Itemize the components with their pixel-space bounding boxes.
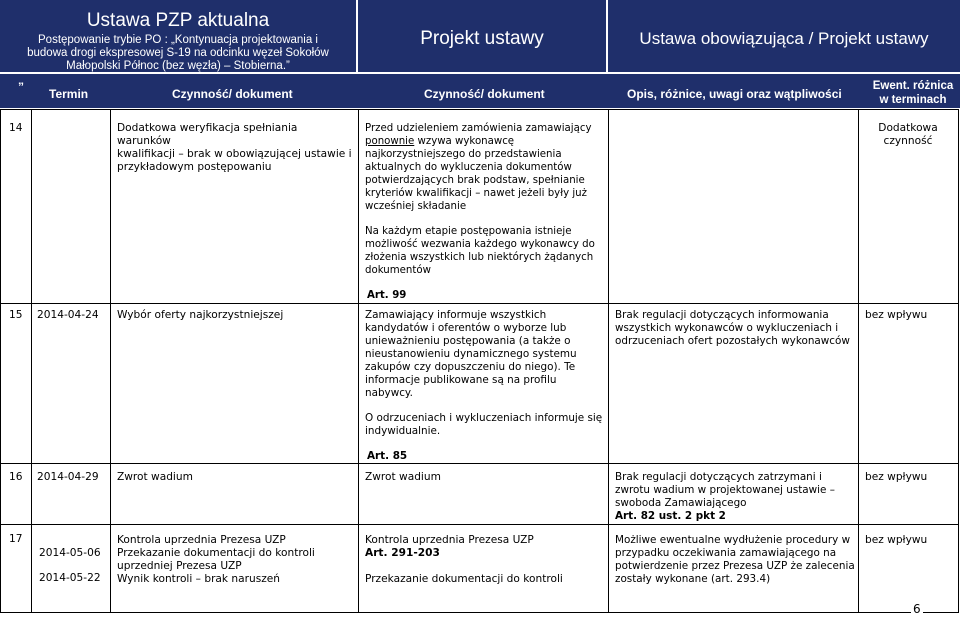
row17-opis-line4: zostały wykonane (art. 293.4) (615, 573, 771, 585)
row14-czynnosc-line3: przykładowym postępowaniu (117, 161, 272, 173)
row14-czynnosc-line2: kwalifikacji – brak w obowiązującej ustawie i (117, 148, 352, 160)
row17-projekt-line1: Kontrola uprzednia Prezesa UZP (365, 534, 534, 546)
row17-opis-line1: Możliwe ewentualne wydłużenie procedury w (615, 534, 851, 546)
header-subtitle-line2: budowa drogi ekspresowej S-19 na odcinku węzeł Sokołów (27, 47, 329, 59)
row15-projekt (365, 309, 605, 463)
row15-projekt-line4: nieustanowieniu dynamicznego systemu (365, 348, 577, 360)
row15-projekt-line6: informacje publikowane są na profilu (365, 374, 557, 386)
row15-number: 15 (9, 309, 23, 321)
row15-projekt-line7: nabywcy. (365, 387, 413, 399)
header-title-current-vs-draft: Ustawa obowiązująca / Projekt ustawy (639, 29, 929, 48)
col-header-ewent (866, 79, 960, 107)
row15-opis-line2: wszystkich wykonawców o wykluczeniach i (615, 322, 839, 334)
row16-number: 16 (9, 471, 23, 483)
row15-opis-line1: Brak regulacji dotyczących informowania (615, 309, 829, 321)
row15-date: 2014-04-24 (37, 309, 99, 321)
row14-projekt-line1: Przed udzieleniem zamówienia zamawiający (365, 123, 592, 134)
row16-opis-line2: zwrotu wadium w projektowanej ustawie – (615, 484, 835, 496)
header-subtitle-line3: Małopolski Północ (bez węzła) – Stobierna.” (66, 60, 290, 72)
row15-projekt2-line1: O odrzuceniach i wykluczeniach informuje się (365, 412, 603, 424)
row14-projekt2-line2: możliwość wezwania każdego wykonawcy do (365, 239, 595, 250)
row14-projekt2-line3: złożenia wszystkich lub niektórych żądanych (365, 252, 594, 263)
page-number: 6 (913, 602, 921, 616)
row17-projekt-line3: Przekazanie dokumentacji do kontroli (365, 573, 563, 585)
row14-projekt-line7: wcześniej składanie (365, 201, 467, 212)
row17-number: 17 (9, 533, 23, 545)
row17-projekt (365, 534, 605, 586)
col-header-czynnosc-2: Czynność/ dokument (424, 87, 545, 101)
row17-czynnosc (117, 534, 353, 586)
row17-date1: 2014-05-06 (39, 547, 101, 559)
row17-ewent: bez wpływu (865, 534, 928, 546)
col-header-czynnosc-1: Czynność/ dokument (172, 87, 293, 101)
row14-czynnosc (117, 122, 353, 174)
row16-opis-line1: Brak regulacji dotyczących zatrzymani i (615, 471, 822, 483)
row15-czynnosc: Wybór oferty najkorzystniejszej (117, 309, 284, 321)
col-header-ewent-line1: Ewent. różnica (872, 80, 954, 92)
row15-projekt-line5: zakupów czy dopuszczeniu do niego). Te (365, 361, 576, 373)
row14-number: 14 (9, 122, 23, 134)
row15-opis (615, 309, 855, 348)
row16-opis (615, 471, 855, 523)
row14-projekt-line3: najkorzystniejszego do przedstawienia (365, 149, 562, 160)
row14-czynnosc-line1: Dodatkowa weryfikacja spełniania warunków (117, 122, 298, 147)
row14-projekt-line6: kryteriów kwalifikacji – nawet jeżeli były już (365, 188, 587, 199)
col-header-ewent-line2: w terminach (879, 94, 947, 106)
row14-projekt (365, 122, 605, 302)
col-header-quote: ” (18, 80, 24, 94)
row15-projekt-line3: unieważnieniu postępowania (a także o (365, 335, 571, 347)
col-header-termin: Termin (49, 87, 89, 101)
header-subtitle-line1: Postępowanie trybie PO : „Kontynuacja projektowania i (38, 34, 318, 46)
row17-opis-line3: potwierdzenie przez Prezesa UZP że zalecenia (615, 560, 855, 572)
row15-art: Art. 85 (367, 450, 408, 462)
row16-projekt: Zwrot wadium (365, 471, 441, 483)
row17-opis (615, 534, 857, 586)
row14-projekt-after-underlined: wzywa wykonawcę (414, 136, 515, 147)
header-title-current-law: Ustawa PZP aktualna (86, 10, 270, 31)
row14-projekt2-line4: dokumentów (365, 265, 431, 276)
row17-czynnosc-line1: Kontrola uprzednia Prezesa UZP (117, 534, 286, 546)
col-header-opis: Opis, różnice, uwagi oraz wątpliwości (627, 87, 842, 101)
row14-ewent-line1: Dodatkowa (878, 122, 938, 134)
row14-projekt-line5: potwierdzających brak podstaw, spełnianie (365, 175, 585, 186)
row14-ewent (858, 122, 958, 148)
row16-czynnosc: Zwrot wadium (117, 471, 193, 483)
row14-art: Art. 99 (367, 290, 407, 301)
row16-opis-art: Art. 82 ust. 2 pkt 2 (615, 510, 726, 522)
row15-opis-line3: odrzuceniach ofert pozostałych wykonawców (615, 335, 850, 347)
row15-ewent: bez wpływu (865, 309, 928, 321)
row14-ewent-line2: czynność (883, 135, 933, 147)
row16-date: 2014-04-29 (37, 471, 99, 483)
row17-czynnosc-line4: Wynik kontroli – brak naruszeń (117, 573, 281, 585)
row17-projekt-art: Art. 291-203 (365, 547, 440, 559)
row17-czynnosc-line3: uprzedniej Prezesa UZP (117, 560, 242, 572)
row16-ewent: bez wpływu (865, 471, 928, 483)
row15-projekt-line2: kandydatów i oferentów o wyborze lub (365, 322, 567, 334)
row14-projekt-line2 (365, 135, 605, 148)
row15-projekt-line1: Zamawiający informuje wszystkich (365, 309, 547, 321)
row16-opis-line3: swoboda Zamawiającego (615, 497, 747, 509)
row14-projekt-line4: aktualnych do wykluczenia dokumentów (365, 162, 572, 173)
header-title-draft: Projekt ustawy (420, 28, 544, 49)
header-col1 (0, 10, 356, 73)
row17-czynnosc-line2: Przekazanie dokumentacji do kontroli (117, 547, 315, 559)
row14-projekt2-line1: Na każdym etapie postępowania istnieje (365, 226, 572, 237)
row15-projekt2-line2: indywidualnie. (365, 425, 441, 437)
row17-date2: 2014-05-22 (39, 572, 101, 584)
row17-opis-line2: przypadku oczekiwania zamawiającego na (615, 547, 837, 559)
row14-projekt-underlined: ponownie (365, 136, 415, 147)
